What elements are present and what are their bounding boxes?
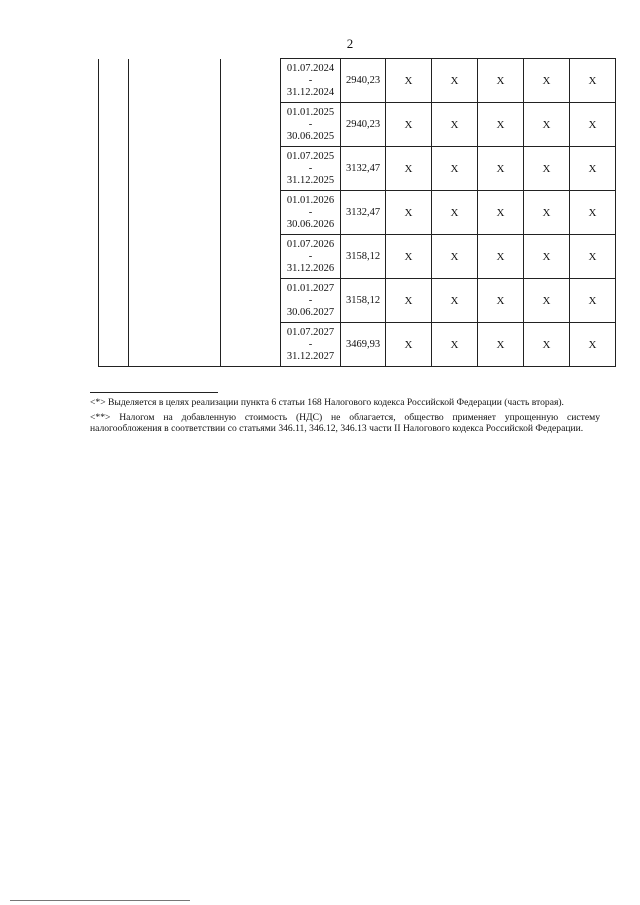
not-applicable-mark: Х	[386, 323, 432, 367]
period-cell	[281, 191, 341, 235]
period-start: 01.01.2026	[286, 194, 335, 206]
period-cell	[281, 147, 341, 191]
not-applicable-mark: Х	[432, 103, 478, 147]
merged-empty-cell	[99, 59, 129, 367]
not-applicable-mark: Х	[478, 235, 524, 279]
not-applicable-mark: Х	[570, 103, 616, 147]
not-applicable-mark: Х	[570, 191, 616, 235]
merged-empty-cell	[221, 59, 281, 367]
price-cell: 3469,93	[341, 323, 386, 367]
period-cell	[281, 103, 341, 147]
not-applicable-mark: Х	[570, 323, 616, 367]
not-applicable-mark: Х	[386, 235, 432, 279]
not-applicable-mark: Х	[524, 103, 570, 147]
not-applicable-mark: Х	[386, 147, 432, 191]
period-start: 01.01.2027	[286, 282, 335, 294]
not-applicable-mark: Х	[386, 191, 432, 235]
footnotes	[90, 397, 600, 438]
period-end: 31.12.2027	[286, 350, 335, 362]
footnote-separator	[90, 392, 218, 393]
period-sep: -	[308, 74, 313, 86]
not-applicable-mark: Х	[432, 279, 478, 323]
period-start: 01.07.2026	[286, 238, 335, 250]
scan-edge-line	[10, 900, 190, 901]
not-applicable-mark: Х	[478, 147, 524, 191]
not-applicable-mark: Х	[570, 147, 616, 191]
page-number: 2	[346, 36, 354, 51]
not-applicable-mark: Х	[478, 59, 524, 103]
period-cell	[281, 323, 341, 367]
period-cell	[281, 279, 341, 323]
not-applicable-mark: Х	[570, 59, 616, 103]
period-sep: -	[308, 118, 313, 130]
period-start: 01.07.2024	[286, 62, 335, 74]
not-applicable-mark: Х	[524, 59, 570, 103]
not-applicable-mark: Х	[432, 191, 478, 235]
not-applicable-mark: Х	[478, 191, 524, 235]
period-sep: -	[308, 206, 313, 218]
not-applicable-mark: Х	[524, 279, 570, 323]
not-applicable-mark: Х	[386, 279, 432, 323]
period-end: 30.06.2025	[286, 130, 335, 142]
not-applicable-mark: Х	[478, 323, 524, 367]
price-cell: 2940,23	[341, 59, 386, 103]
not-applicable-mark: Х	[524, 235, 570, 279]
merged-empty-cell	[129, 59, 221, 367]
not-applicable-mark: Х	[386, 103, 432, 147]
price-cell: 2940,23	[341, 103, 386, 147]
footnote-1: <*> Выделяется в целях реализации пункта 6 статьи 168 Налогового кодекса Российской Федерации (часть вторая).	[90, 397, 564, 408]
period-start: 01.01.2025	[286, 106, 335, 118]
price-cell: 3132,47	[341, 147, 386, 191]
not-applicable-mark: Х	[524, 323, 570, 367]
period-cell	[281, 235, 341, 279]
not-applicable-mark: Х	[524, 191, 570, 235]
price-cell: 3158,12	[341, 279, 386, 323]
period-end: 30.06.2026	[286, 218, 335, 230]
not-applicable-mark: Х	[478, 279, 524, 323]
price-cell: 3132,47	[341, 191, 386, 235]
period-sep: -	[308, 294, 313, 306]
period-start: 01.07.2027	[286, 326, 335, 338]
table-row	[99, 59, 616, 103]
not-applicable-mark: Х	[570, 279, 616, 323]
not-applicable-mark: Х	[432, 147, 478, 191]
period-cell	[281, 59, 341, 103]
not-applicable-mark: Х	[524, 147, 570, 191]
tariff-table-body	[99, 59, 616, 367]
footnote-2: <**> Налогом на добавленную стоимость (НДС) не облагается, общество применяет упрощенную систему налогообложения в соответствии со статьями 346.11, 346.12, 346.13 части II Налогового кодекса Российской Федерации.	[90, 411, 600, 434]
period-end: 31.12.2025	[286, 174, 335, 186]
not-applicable-mark: Х	[432, 235, 478, 279]
not-applicable-mark: Х	[478, 103, 524, 147]
period-sep: -	[308, 162, 313, 174]
not-applicable-mark: Х	[432, 323, 478, 367]
period-end: 31.12.2024	[286, 86, 335, 98]
period-sep: -	[308, 250, 313, 262]
not-applicable-mark: Х	[570, 235, 616, 279]
price-cell: 3158,12	[341, 235, 386, 279]
not-applicable-mark: Х	[386, 59, 432, 103]
tariff-table	[98, 58, 616, 367]
period-end: 30.06.2027	[286, 306, 335, 318]
period-start: 01.07.2025	[286, 150, 335, 162]
period-sep: -	[308, 338, 313, 350]
not-applicable-mark: Х	[432, 59, 478, 103]
period-end: 31.12.2026	[286, 262, 335, 274]
